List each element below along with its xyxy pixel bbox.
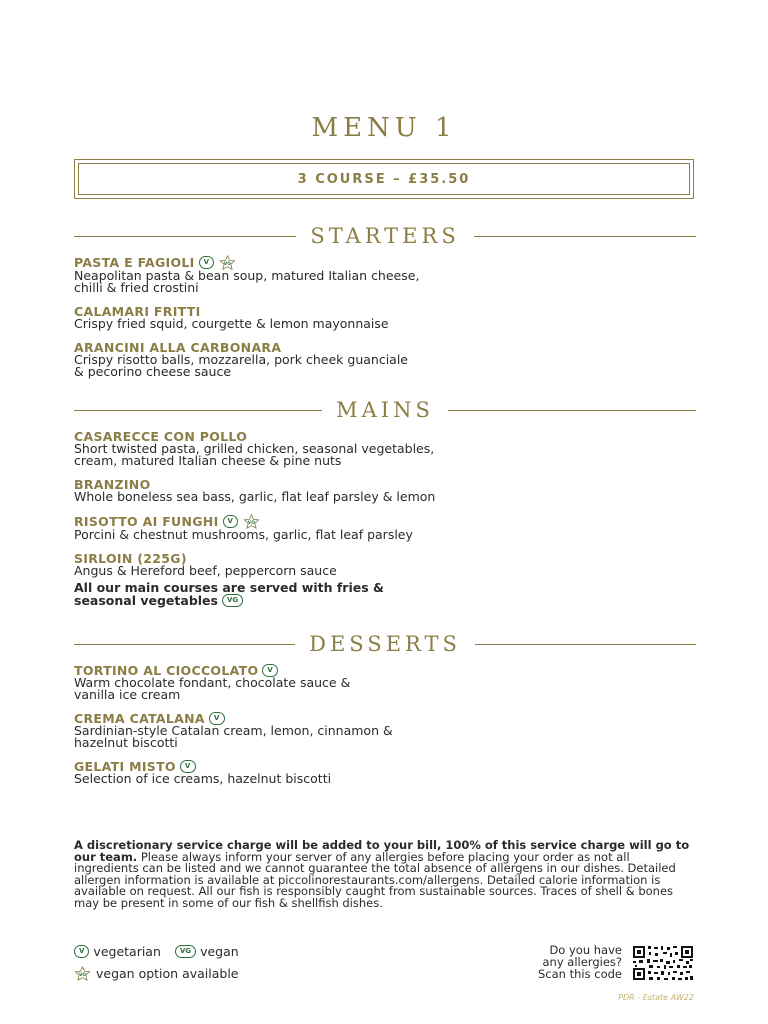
price-banner-text: 3 COURSE – £35.50 (78, 163, 690, 195)
divider (74, 410, 322, 411)
item-name: BRANZINO (74, 477, 151, 492)
menu-item (74, 514, 634, 541)
allergy-prompt-line: Scan this code (538, 967, 622, 981)
mains-note-line: All our main courses are served with fries & (74, 580, 384, 595)
price-banner (74, 159, 694, 199)
item-description: Warm chocolate fondant, chocolate sauce & (74, 675, 351, 690)
desserts-heading-label: DESSERTS (309, 632, 461, 656)
menu-item (74, 552, 634, 577)
divider (74, 236, 296, 237)
menu-item (74, 430, 634, 467)
vegetarian-badge: V (74, 945, 89, 958)
menu-item (74, 305, 634, 330)
item-description: Porcini & chestnut mushrooms, garlic, flat leaf parsley (74, 527, 413, 542)
vegetarian-badge: V (199, 256, 215, 269)
divider (474, 236, 696, 237)
qr-code-icon[interactable] (632, 945, 694, 981)
menu-item (74, 255, 634, 294)
item-description: Crispy risotto balls, mozzarella, pork cheek guanciale (74, 352, 408, 367)
mains-note (74, 582, 554, 607)
divider (475, 644, 696, 645)
item-name: TORTINO AL CIOCCOLATO (74, 663, 259, 678)
item-description: Neapolitan pasta & bean soup, matured Italian cheese, (74, 268, 420, 283)
desserts-heading (74, 632, 696, 656)
vegan-badge: VG (222, 594, 243, 607)
document-reference: PDR - Estate AW22 (618, 993, 694, 1002)
item-name: GELATI MISTO (74, 759, 176, 774)
vegetarian-badge: V (209, 712, 225, 725)
item-name: ARANCINI ALLA CARBONARA (74, 340, 282, 355)
menu-item (74, 478, 634, 503)
mains-heading-label: MAINS (336, 398, 434, 422)
legend-vegan-option (74, 966, 239, 981)
item-description: vanilla ice cream (74, 687, 181, 702)
legend-vegan-option-label: vegan option available (96, 966, 239, 981)
item-name: CASARECCE CON POLLO (74, 429, 248, 444)
vegan-option-star-text: VO (248, 520, 256, 525)
starters-heading-label: STARTERS (310, 224, 460, 248)
allergy-prompt (490, 944, 622, 980)
item-name: SIRLOIN (225G) (74, 551, 187, 566)
mains-note-line: seasonal vegetables (74, 592, 218, 608)
item-description: Selection of ice creams, hazelnut biscotti (74, 771, 332, 786)
item-description: Whole boneless sea bass, garlic, flat leaf parsley & lemon (74, 489, 436, 504)
mains-heading (74, 398, 696, 422)
item-description: hazelnut biscotti (74, 735, 178, 750)
menu-item (74, 664, 634, 701)
page-title: MENU 1 (311, 113, 457, 143)
service-charge-notice: A discretionary service charge will be added to your bill, 100% of this service charge will go to our team. (74, 838, 690, 864)
vegetarian-badge: V (223, 515, 239, 528)
vegan-option-star-text: VO (224, 261, 232, 266)
item-name: CALAMARI FRITTI (74, 304, 201, 319)
divider (74, 644, 295, 645)
menu-item (74, 760, 634, 785)
item-description: Crispy fried squid, courgette & lemon mayonnaise (74, 316, 389, 331)
item-description: & pecorino cheese sauce (74, 364, 232, 379)
vegetarian-badge: V (180, 760, 196, 773)
item-description: Short twisted pasta, grilled chicken, seasonal vegetables, (74, 441, 435, 456)
menu-item (74, 712, 634, 749)
mains-list (74, 430, 634, 588)
menu-item (74, 341, 634, 378)
legend-vegetarian-label: vegetarian (93, 944, 161, 959)
legend-diet (74, 944, 239, 959)
allergy-prompt-line: Do you have (549, 943, 622, 957)
allergen-notice-text: Please always inform your server of any allergies before placing your order as not all ingredients can be listed and we cannot guarantee the total absence of allergens in our dishes. Detailed allergen information is available at piccolinorestaurants.com/allergens. Detailed calorie information is available on request. All our fish is responsibly caught from sustainable sources. Traces of shell & bones may be present in some of our fish & shellfish dishes. (74, 849, 676, 910)
starters-list (74, 255, 634, 389)
allergen-notice (74, 840, 694, 909)
vegetarian-badge: V (262, 664, 278, 677)
vegan-option-star-icon (74, 966, 91, 981)
legend-vegan-label: vegan (200, 944, 239, 959)
item-name: RISOTTO AI FUNGHI (74, 514, 219, 529)
item-description: Sardinian-style Catalan cream, lemon, cinnamon & (74, 723, 393, 738)
divider (448, 410, 696, 411)
vegan-option-star-text: VO (79, 972, 86, 977)
item-description: Angus & Hereford beef, peppercorn sauce (74, 563, 337, 578)
item-name: CREMA CATALANA (74, 711, 205, 726)
item-description: cream, matured Italian cheese & pine nuts (74, 453, 342, 468)
starters-heading (74, 224, 696, 248)
vegan-badge: VG (175, 945, 196, 958)
desserts-list (74, 664, 634, 796)
item-description: chilli & fried crostini (74, 280, 199, 295)
item-name: PASTA E FAGIOLI (74, 255, 195, 270)
allergy-prompt-line: any allergies? (542, 955, 622, 969)
